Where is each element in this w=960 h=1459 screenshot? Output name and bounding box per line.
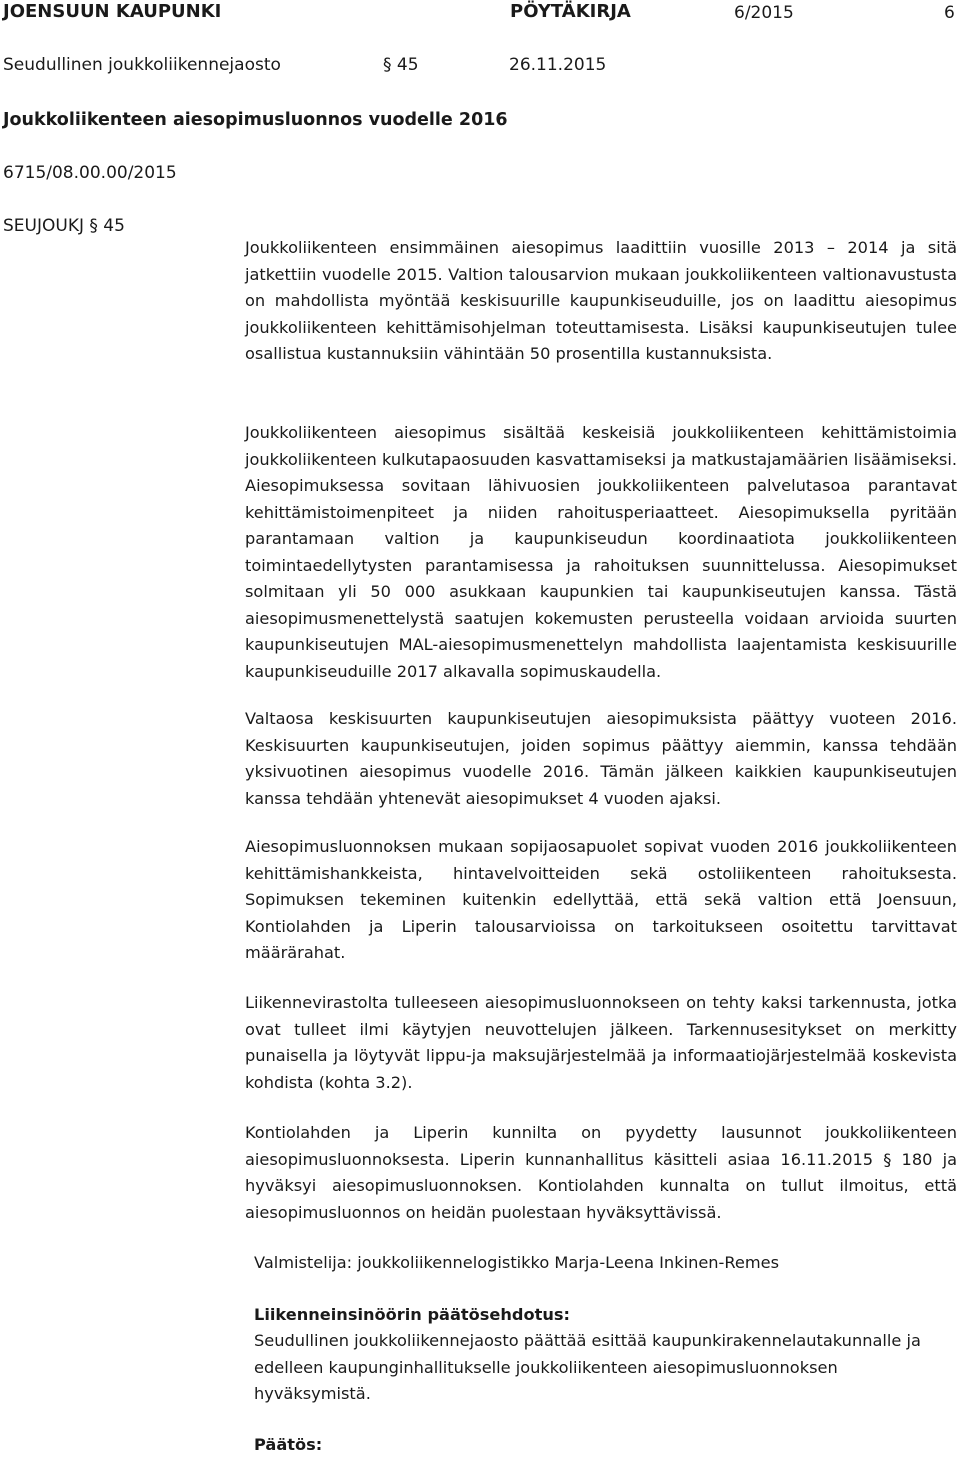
section-reference: SEUJOUKJ § 45 <box>3 216 125 236</box>
org-name: JOENSUUN KAUPUNKI <box>3 1 222 22</box>
decision-heading: Päätös: <box>254 1435 323 1454</box>
diary-number: 6715/08.00.00/2015 <box>3 163 177 183</box>
meeting-date: 26.11.2015 <box>509 55 607 75</box>
paragraph: Aiesopimusluonnoksen mukaan sopijaosapuolet sopivat vuoden 2016 joukkoliikenteen kehittämishankkeista, hintavelvoitteiden sekä ostoliikenteen rahoituksesta. Sopimuksen tekeminen kuitenkin edellyttää, että sekä valtion että Joensuun, Kontiolahden ja Liperin talousarvioissa on tarkoitukseen osoitettu tarvittavat määrärahat. <box>245 837 957 962</box>
page-number: 6 <box>944 3 955 23</box>
doc-type: PÖYTÄKIRJA <box>510 1 631 22</box>
body-name: Seudullinen joukkoliikennejaosto <box>3 55 281 75</box>
paragraph: Liikennevirastolta tulleeseen aiesopimusluonnokseen on tehty kaksi tarkennusta, jotka ovat tulleet ilmi käytyjen neuvottelujen jälkeen. Tarkennusesitykset on merkitty punaisella ja löytyvät lippu-ja maksujärjestelmää ja informaatiojärjestelmää koskevista kohdista (kohta 3.2). <box>245 993 957 1092</box>
paragraph: Valtaosa keskisuurten kaupunkiseutujen aiesopimuksista päättyy vuoteen 2016. Keskisuurten kaupunkiseutujen, joiden sopimus päättyy aiemmin, kanssa tehdään yksivuotinen aiesopimus vuodelle 2016. Tämän jälkeen kaikkien kaupunkiseutujen kanssa tehdään yhtenevät aiesopimukset 4 vuoden ajaksi. <box>245 709 957 808</box>
paragraph: Joukkoliikenteen aiesopimus sisältää keskeisiä joukkoliikenteen kehittämistoimia joukkoliikenteen kulkutapaosuuden kasvattamiseksi ja matkustajamäärien lisäämiseksi. Aiesopimuksessa sovitaan lähivuosien joukkoliikenteen palvelutasoa parantavat kehittämistoimenpiteet ja niiden rahoitusperiaatteet. Aiesopimuksella pyritään parantamaan valtion ja kaupunkiseudun koordinaatiota joukkoliikenteen toimintaedellytysten parantamisessa ja rahoituksen suunnittelussa. Aiesopimukset solmitaan yli 50 000 asukkaan kaupunkien tai kaupunkiseutujen kanssa. Tästä aiesopimusmenettelystä saatujen kokemusten perusteella voidaan arvioida suurten kaupunkiseutujen MAL-aiesopimusmenettelyn mahdollista laajentamista keskisuurille kaupunkiseuduille 2017 alkavalla sopimuskaudella. <box>245 423 957 681</box>
proposal-heading: Liikenneinsinöörin päätösehdotus: <box>254 1305 570 1324</box>
preparer-line: Valmistelija: joukkoliikennelogistikko Marja-Leena Inkinen-Remes <box>254 1253 780 1272</box>
doc-number: 6/2015 <box>734 3 794 23</box>
proposal-text: Seudullinen joukkoliikennejaosto päättää esittää kaupunkirakennelautakunnalle ja edelleen kaupunginhallitukselle joukkoliikenteen aiesopimusluonnoksen hyväksymistä. <box>254 1331 921 1403</box>
case-title: Joukkoliikenteen aiesopimusluonnos vuodelle 2016 <box>3 110 508 130</box>
section-number: § 45 <box>383 55 419 75</box>
paragraph: Kontiolahden ja Liperin kunnilta on pyydetty lausunnot joukkoliikenteen aiesopimusluonnoksesta. Liperin kunnanhallitus käsitteli asiaa 16.11.2015 § 180 ja hyväksyi aiesopimusluonnoksen. Kontiolahden kunnalta on tullut ilmoitus, että aiesopimusluonnos on heidän puolestaan hyväksyttävissä. <box>245 1123 957 1222</box>
paragraph: Joukkoliikenteen ensimmäinen aiesopimus laadittiin vuosille 2013 – 2014 ja sitä jatkettiin vuodelle 2015. Valtion talousarvion mukaan joukkoliikenteen valtionavustusta on mahdollista myöntää keskisuurille kaupunkiseuduille, jos on laadittu aiesopimus joukkoliikenteen kehittämisohjelman toteuttamisesta. Lisäksi kaupunkiseutujen tulee osallistua kustannuksiin vähintään 50 prosentilla kustannuksista. <box>245 238 957 363</box>
